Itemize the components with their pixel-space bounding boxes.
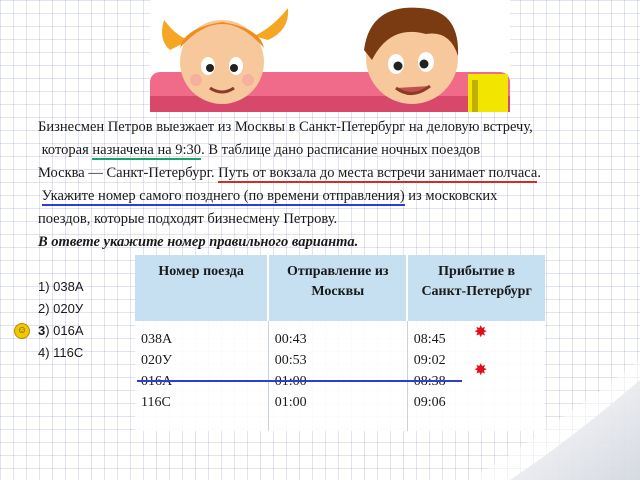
- cell-arrival: 09:06: [407, 392, 545, 431]
- cell-departure: 01:00: [268, 392, 407, 431]
- cell-train: 116С: [135, 392, 268, 431]
- header-departure: Отправление из Москвы: [268, 255, 407, 321]
- problem-line-5: поездов, которые подходят бизнесмену Петрову.: [38, 211, 338, 227]
- page-curl: [400, 340, 640, 480]
- problem-line-2-part-c: . В таблице дано расписание ночных поездов: [201, 142, 481, 158]
- cell-arrival: 08:45: [407, 321, 545, 350]
- problem-line-4: [38, 185, 608, 208]
- problem-line-4-part-b: из московских: [404, 188, 498, 204]
- header-arrival: Прибытие в Санкт-Петербург: [407, 255, 545, 321]
- star-icon: ✸: [474, 324, 488, 341]
- cell-departure: 00:53: [268, 350, 407, 371]
- problem-line-3-part-a: Москва — Санкт-Петербург.: [38, 165, 219, 181]
- cell-departure: 01:00: [268, 371, 407, 392]
- problem-line-3: [38, 162, 608, 185]
- cell-arrival: 08:38: [407, 371, 545, 392]
- travel-time-highlight: Путь от вокзала до места встречи занимает полчаса: [218, 165, 538, 181]
- table-header-row: [135, 255, 545, 321]
- cell-departure: 00:43: [268, 321, 407, 350]
- cell-arrival: 09:02: [407, 350, 545, 371]
- problem-line-1: Бизнесмен Петров выезжает из Москвы в Санкт-Петербург на деловую встречу,: [38, 119, 533, 135]
- problem-text: [38, 116, 608, 254]
- instruction-text: В ответе укажите номер правильного варианта.: [38, 234, 359, 250]
- cell-train: 020У: [135, 350, 268, 371]
- option-1[interactable]: 1) 038А: [38, 279, 84, 294]
- problem-line-2: [38, 139, 608, 162]
- option-3-number: 3: [38, 323, 46, 338]
- cell-train: 016А: [135, 371, 268, 392]
- meeting-time-highlight: назначена на 9:30: [92, 142, 202, 158]
- smiley-icon: ☺: [14, 323, 30, 339]
- option-3[interactable]: [16, 320, 84, 342]
- answer-options: [16, 276, 84, 364]
- question-highlight: Укажите номер самого позднего (по времени отправления): [41, 188, 405, 204]
- header-train-number: Номер поезда: [135, 255, 268, 321]
- problem-line-2-part-a: которая: [41, 142, 93, 158]
- option-2[interactable]: 2) 020У: [38, 301, 84, 316]
- cell-train: 038А: [135, 321, 268, 350]
- star-icon: ✸: [474, 362, 488, 379]
- problem-line-3-part-c: .: [537, 165, 541, 181]
- option-3-text: ) 016А: [45, 323, 84, 338]
- kids-illustration: [150, 0, 510, 112]
- option-4[interactable]: 4) 116С: [38, 345, 84, 360]
